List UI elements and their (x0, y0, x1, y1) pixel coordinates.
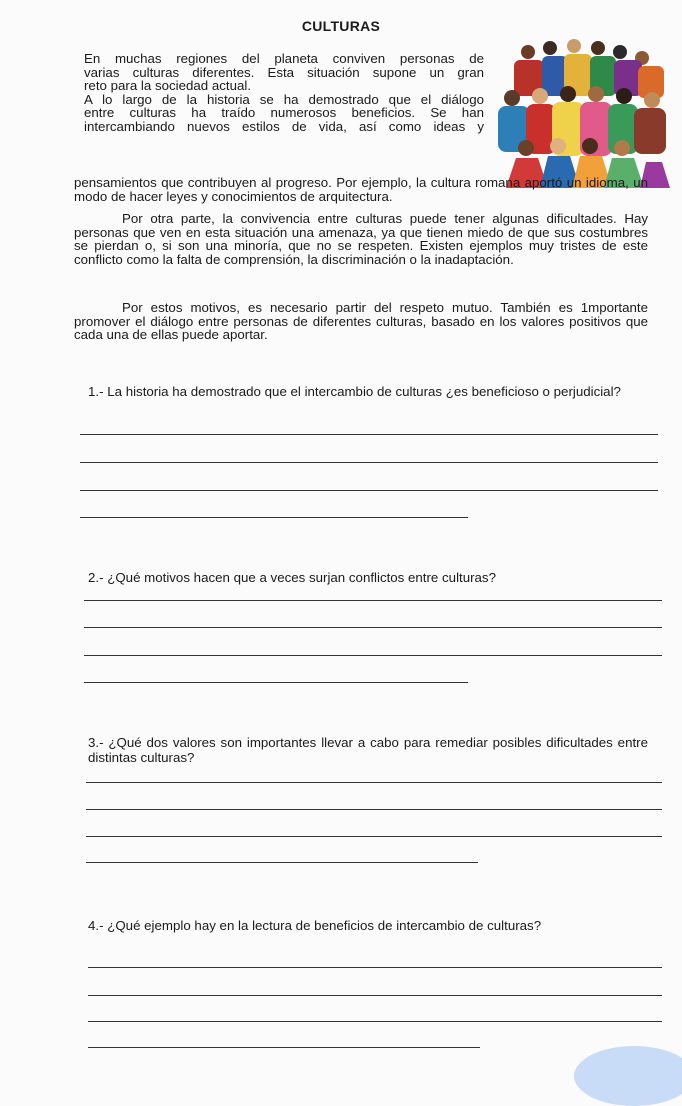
text-line: A lo largo de la historia se ha demostrado que el diálogo (84, 91, 484, 107)
answer-line-4-1[interactable] (88, 967, 662, 968)
answer-line-3-4[interactable] (86, 862, 478, 863)
answer-line-2-1[interactable] (84, 600, 662, 601)
answer-line-4-4[interactable] (88, 1047, 480, 1048)
question-1 (88, 384, 648, 399)
answer-line-4-3[interactable] (88, 1021, 662, 1022)
answer-line-2-3[interactable] (84, 655, 662, 656)
paragraph-3: Por estos motivos, es necesario partir del respeto mutuo. También es 1mportante promover el diálogo entre personas de diferentes culturas, basado en los valores positivos que cada una de ellas puede aportar. (74, 300, 648, 343)
answer-line-1-3[interactable] (80, 490, 658, 491)
crowd-figures (498, 39, 670, 188)
paragraph-1-end: pensamientos que contribuyen al progreso. Por ejemplo, la cultura romana aportó un idioma, un modo de hacer leyes y conocimientos de arquitectura. (74, 175, 648, 204)
answer-line-3-1[interactable] (86, 782, 662, 783)
corner-bubble-decoration (574, 1046, 682, 1106)
paragraph-1-top (84, 52, 484, 134)
answer-line-1-1[interactable] (80, 434, 658, 435)
text-line: reto para la sociedad actual. (84, 78, 252, 94)
people-in-traditional-costumes-image (492, 36, 670, 188)
question-1-text: 1.- La historia ha demostrado que el intercambio de culturas ¿es beneficioso o perjudicial? (88, 384, 621, 399)
answer-line-2-2[interactable] (84, 627, 662, 628)
answer-line-2-4[interactable] (84, 682, 468, 683)
answer-line-1-4[interactable] (80, 517, 468, 518)
question-2 (88, 570, 648, 585)
question-3-text: 3.- ¿Qué dos valores son importantes llevar a cabo para remediar posibles dificultades entre distintas culturas? (88, 735, 648, 765)
answer-line-3-3[interactable] (86, 836, 662, 837)
answer-line-1-2[interactable] (80, 462, 658, 463)
text-line: entre culturas ha traído numerosos beneficios. Se han (84, 105, 484, 121)
text-line: varias culturas diferentes. Esta situación supone un gran (84, 64, 484, 80)
text-line: intercambiando nuevos estilos de vida, así como ideas y (84, 118, 484, 134)
question-4 (88, 918, 648, 933)
text-line: En muchas regiones del planeta conviven personas de (84, 51, 484, 66)
question-2-text: 2.- ¿Qué motivos hacen que a veces surjan conflictos entre culturas? (88, 570, 496, 585)
page-title: CULTURAS (301, 18, 381, 34)
question-3 (88, 735, 648, 765)
answer-line-4-2[interactable] (88, 995, 662, 996)
paragraph-2: Por otra parte, la convivencia entre culturas puede tener algunas dificultades. Hay personas que ven en esta situación una amenaza, ya que tienen miedo de que sus costumbres se pierdan o, si son una minoría, que no se respeten. Existen ejemplos muy tristes de este conflicto como la falta de comprensión, la discriminación o la inadaptación. (74, 211, 648, 267)
question-4-text: 4.- ¿Qué ejemplo hay en la lectura de beneficios de intercambio de culturas? (88, 918, 542, 933)
answer-line-3-2[interactable] (86, 809, 662, 810)
